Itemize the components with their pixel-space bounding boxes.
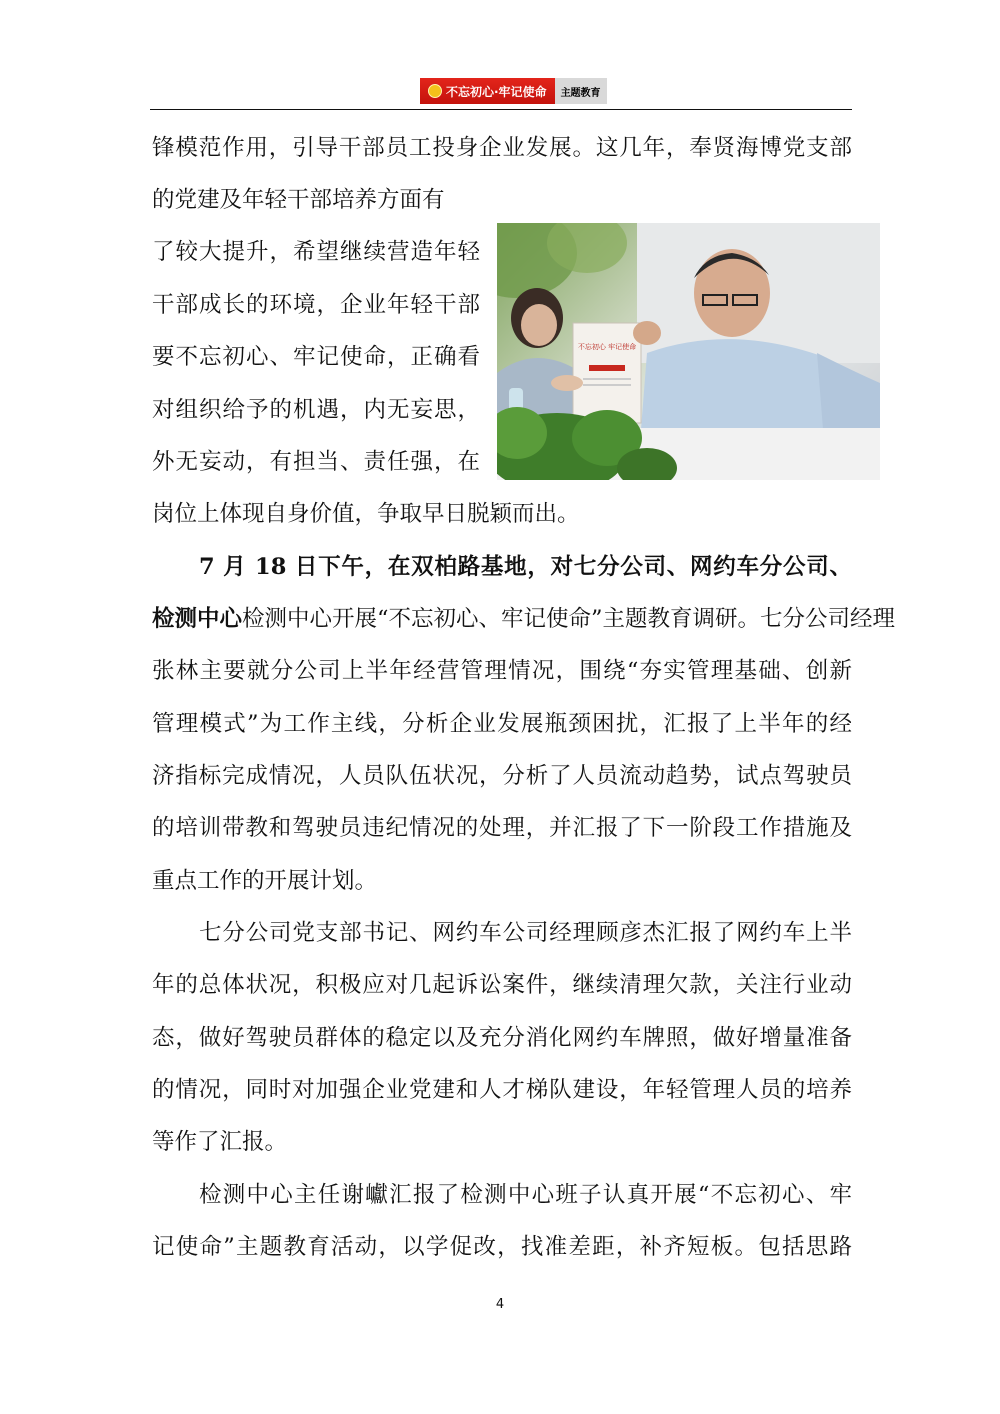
text-line: 济指标完成情况，人员队伍状况，分析了人员流动趋势，试点驾驶员 [152,763,852,789]
text-line: 的党建及年轻干部培养方面有 [152,187,445,213]
text-line: 岗位上体现自身价值，争取早日脱颖而出。 [152,501,580,527]
text-line-rest: 检测中心开展“不忘初心、牢记使命”主题教育调研。七分公司经理 [242,606,896,632]
text-line: 年的总体状况，积极应对几起诉讼案件，继续清理欠款，关注行业动 [152,972,852,998]
text-line: 管理模式”为工作主线，分析企业发展瓶颈困扰，汇报了上半年的经 [152,711,852,737]
text-line: 了较大提升，希望继续营造年轻 [152,239,480,265]
text-line: 记使命”主题教育活动，以学促改，找准差距，补齐短板。包括思路 [152,1234,852,1260]
bold-intro-line: 7 月 18 日下午，在双柏路基地，对七分公司、网约车分公司、 [199,554,852,580]
badge-red-text: 不忘初心·牢记使命 [446,84,547,99]
text-line: 检测中心主任谢巘汇报了检测中心班子认真开展“不忘初心、牢 [199,1182,852,1208]
held-booklet [573,323,641,423]
text-line: 的培训带教和驾驶员违纪情况的处理，并汇报了下一阶段工作措施及 [152,815,852,841]
theme-badge [420,78,607,104]
text-line: 外无妄动，有担当、责任强，在 [152,449,480,475]
text-line: 的情况，同时对加强企业党建和人才梯队建设，年轻管理人员的培养 [152,1077,852,1103]
bold-lead: 检测中心 [152,606,243,632]
text-line: 对组织给予的机遇，内无妄思， [152,397,480,423]
page-header [150,78,852,110]
text-line: 张林主要就分公司上半年经营管理情况，围绕“夯实管理基础、创新 [152,658,852,684]
text-line: 等作了汇报。 [152,1129,288,1155]
badge-red [420,78,555,104]
text-line: 锋模范作用，引导干部员工投身企业发展。这几年，奉贤海博党支部 [152,135,852,161]
party-emblem-icon [428,84,442,98]
text-line [152,604,896,634]
meeting-photo [497,223,880,480]
page-number: 4 [495,1297,505,1312]
booklet-title: 不忘初心 牢记使命 [577,343,637,351]
text-line: 重点工作的开展计划。 [152,868,378,894]
text-line: 干部成长的环境，企业年轻干部 [152,292,480,318]
text-line: 七分公司党支部书记、网约车公司经理顾彦杰汇报了网约车上半 [199,920,852,946]
meeting-photo-illustration [497,223,880,480]
text-line: 态，做好驾驶员群体的稳定以及充分消化网约车牌照，做好增量准备 [152,1025,852,1051]
header-rule [150,109,852,110]
text-line: 要不忘初心、牢记使命，正确看 [152,344,480,370]
badge-gray: 主题教育 [555,78,607,104]
